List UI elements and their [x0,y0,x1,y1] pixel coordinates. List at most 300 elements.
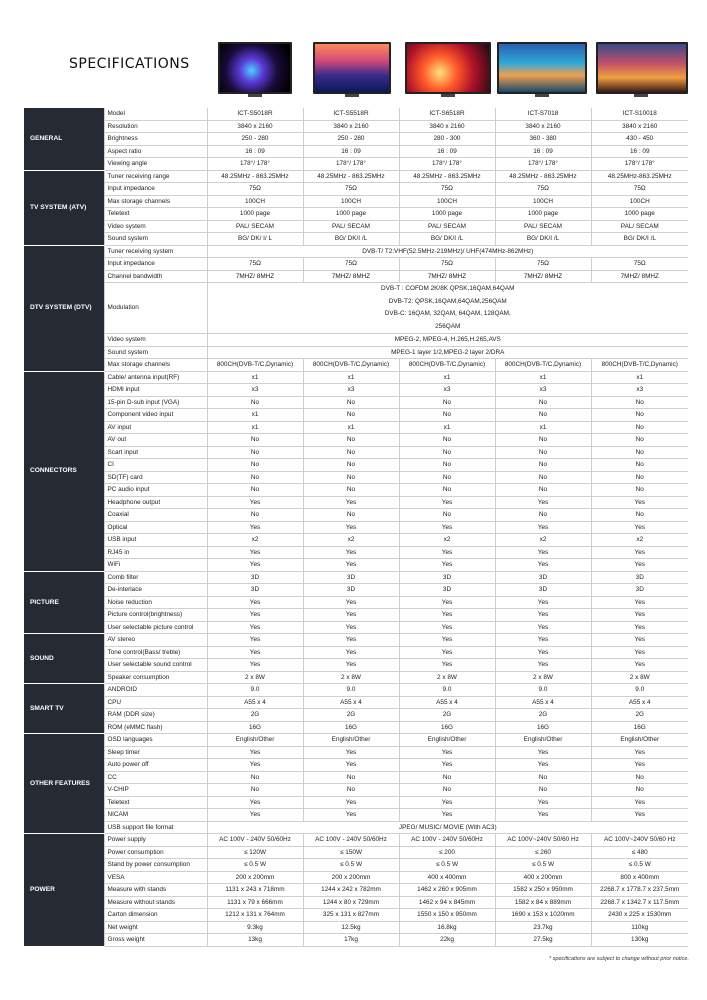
spec-label: Video system [104,220,207,233]
spec-value: No [207,509,303,522]
section-heading: SMART TV [24,684,104,734]
spec-row [24,409,688,422]
spec-value: 250 - 280 [303,133,399,146]
spec-value: ≤ 120W [207,846,303,859]
spec-label: USB input [104,534,207,547]
spec-value: 9.0 [303,684,399,697]
spec-value: No [495,484,591,497]
spec-value: Yes [207,546,303,559]
spec-value-span: MPEG-2, MPEG-4, H.265,H.265,AVS [207,334,688,347]
spec-value: 1000 page [303,208,399,221]
spec-row [24,871,688,884]
spec-row [24,796,688,809]
spec-value: 178°/ 178° [303,158,399,171]
spec-value: 178°/ 178° [399,158,495,171]
spec-value: No [303,409,399,422]
spec-label: Measure with stands [104,884,207,897]
spec-value: 200 x 200mm [303,871,399,884]
spec-value: Yes [207,659,303,672]
spec-value: Yes [207,596,303,609]
section-heading: GENERAL [24,108,104,170]
spec-value: Yes [591,646,688,659]
spec-value: 75Ω [591,183,688,196]
spec-value: 48.25MHz - 863.25MHz [207,170,303,183]
spec-row [24,609,688,622]
spec-row [24,671,688,684]
spec-row [24,659,688,672]
spec-label: Teletext [104,208,207,221]
spec-row [24,621,688,634]
spec-value: x1 [495,371,591,384]
spec-row [24,145,688,158]
spec-value: 800CH(DVB-T/C,Dynamic) [207,359,303,372]
spec-value: Yes [495,646,591,659]
spec-label: HDMI input [104,384,207,397]
spec-value: No [303,396,399,409]
spec-value: No [591,409,688,422]
spec-value: Yes [399,546,495,559]
spec-value: ICT-S10018 [591,108,688,120]
spec-value: 12.5kg [303,921,399,934]
spec-row [24,208,688,221]
spec-value: Yes [591,746,688,759]
spec-value: 23.7kg [495,921,591,934]
spec-value: Yes [207,559,303,572]
spec-value: English/Other [591,734,688,747]
spec-value: ICT-S5518R [303,108,399,120]
spec-value: BG/ DK/I /L [303,233,399,246]
spec-value: 100CH [399,195,495,208]
spec-value: No [495,509,591,522]
spec-value: PAL/ SECAM [591,220,688,233]
spec-value: 200 x 200mm [207,871,303,884]
spec-value: Yes [399,646,495,659]
spec-value: PAL/ SECAM [207,220,303,233]
spec-value: 2G [207,709,303,722]
spec-row [24,446,688,459]
spec-value: x1 [207,409,303,422]
spec-value: Yes [591,609,688,622]
spec-value: 1244 x 80 x 729mm [303,896,399,909]
spec-value: No [399,459,495,472]
spec-label: USB support file format [104,821,207,834]
spec-value: No [207,396,303,409]
spec-row [24,746,688,759]
spec-value: 7MHZ/ 8MHZ [399,270,495,283]
spec-row [24,158,688,171]
spec-value: Yes [303,796,399,809]
spec-value: No [207,484,303,497]
spec-value: A55 x 4 [303,696,399,709]
spec-value: No [303,784,399,797]
spec-value: No [399,409,495,422]
spec-value: No [591,446,688,459]
spec-value: Yes [207,621,303,634]
spec-value: 100CH [495,195,591,208]
spec-value: No [207,446,303,459]
spec-label: Video system [104,334,207,347]
spec-value: Yes [303,759,399,772]
spec-value: 430 - 450 [591,133,688,146]
spec-label: Carton dimension [104,909,207,922]
spec-row [24,696,688,709]
spec-value: Yes [591,546,688,559]
spec-value: 800 x 400mm [591,871,688,884]
spec-label: Brightness [104,133,207,146]
spec-row [24,270,688,283]
spec-value: PAL/ SECAM [399,220,495,233]
spec-value: No [207,471,303,484]
spec-row [24,120,688,133]
spec-value: 1462 x 94 x 845mm [399,896,495,909]
spec-value: Yes [495,809,591,822]
spec-label: Auto power off [104,759,207,772]
spec-label: Aspect ratio [104,145,207,158]
spec-label: Model [104,108,207,120]
spec-label: User selectable sound control [104,659,207,672]
spec-value: No [207,784,303,797]
spec-label: Power consumption [104,846,207,859]
spec-value: ICT-S6518R [399,108,495,120]
spec-value: Yes [207,746,303,759]
spec-value: Yes [207,796,303,809]
spec-row [24,534,688,547]
spec-value: BG/ DK/I /L [399,233,495,246]
spec-value: 1690 x 153 x 1020mm [495,909,591,922]
spec-value: Yes [399,634,495,647]
spec-row [24,496,688,509]
spec-value: 7MHZ/ 8MHZ [207,270,303,283]
spec-value: 2G [399,709,495,722]
spec-value: A55 x 4 [495,696,591,709]
spec-value: 400 x 200mm [495,871,591,884]
spec-value: 7MHZ/ 8MHZ [495,270,591,283]
spec-row [24,471,688,484]
spec-value: A55 x 4 [399,696,495,709]
spec-value: 1000 page [495,208,591,221]
spec-row [24,133,688,146]
spec-label: Picture control(brightness) [104,609,207,622]
spec-value: No [495,459,591,472]
spec-row [24,846,688,859]
spec-row [24,346,688,359]
spec-value: 75Ω [399,258,495,271]
spec-value: No [495,771,591,784]
spec-row [24,684,688,697]
spec-value: 16 : 09 [495,145,591,158]
spec-value: 48.25MHz - 863.25MHz [495,170,591,183]
spec-value: 75Ω [207,183,303,196]
footnote: * specifications are subject to change without prior notice. [548,956,689,962]
spec-value: AC 100V~240V 50/60 Hz [495,834,591,847]
spec-value: 9.3kg [207,921,303,934]
spec-value: Yes [207,759,303,772]
spec-value: ICT-S7018 [495,108,591,120]
section-heading: TV SYSTEM (ATV) [24,170,104,245]
spec-value: 360 - 380 [495,133,591,146]
spec-value: 48.25MHz - 863.25MHz [399,170,495,183]
spec-value: 800CH(DVB-T/C,Dynamic) [399,359,495,372]
spec-label: Viewing angle [104,158,207,171]
spec-value: No [591,459,688,472]
spec-value: Yes [495,621,591,634]
spec-value: 2G [495,709,591,722]
spec-label: Comb filter [104,571,207,584]
spec-value: Yes [495,634,591,647]
spec-label: NICAM [104,809,207,822]
spec-value: 250 - 280 [207,133,303,146]
spec-value: 2 x 8W [399,671,495,684]
spec-row [24,721,688,734]
spec-value: No [591,484,688,497]
spec-label: Tone control(Bass/ treble) [104,646,207,659]
spec-value: AC 100V - 240V 50/60Hz [399,834,495,847]
spec-value: Yes [495,546,591,559]
spec-value: 1550 x 150 x 950mm [399,909,495,922]
spec-value: A55 x 4 [207,696,303,709]
spec-value: AC 100V~240V 50/60 Hz [591,834,688,847]
spec-value: 100CH [591,195,688,208]
spec-value-line: DVB-T : COFDM 2K/8K QPSK,16QAM,64QAM [381,285,515,292]
spec-value: 27.5kg [495,934,591,947]
spec-value: 7MHZ/ 8MHZ [591,270,688,283]
spec-value: 1131 x 243 x 718mm [207,884,303,897]
spec-value: 13kg [207,934,303,947]
spec-value: 75Ω [399,183,495,196]
spec-row [24,771,688,784]
spec-value: 130kg [591,934,688,947]
tv-stand [441,94,455,97]
spec-row [24,521,688,534]
spec-value: 800CH(DVB-T/C,Dynamic) [495,359,591,372]
spec-row [24,245,688,258]
spec-label: Tuner receiving system [104,245,207,258]
tv-image-ict-s6518r [405,42,491,94]
section-heading: DTV SYSTEM (DTV) [24,245,104,371]
spec-value: 3D [495,584,591,597]
spec-value: 800CH(DVB-T/C,Dynamic) [591,359,688,372]
spec-row [24,634,688,647]
spec-value: 9.0 [495,684,591,697]
spec-value: Yes [399,621,495,634]
spec-value: ≤ 480 [591,846,688,859]
spec-value: ≤ 0.5 W [495,859,591,872]
spec-row [24,784,688,797]
spec-row [24,596,688,609]
spec-label: Input impedance [104,258,207,271]
spec-value: Yes [399,759,495,772]
spec-value: Yes [591,759,688,772]
spec-value-span: DVB-T/ T2:VHF(52.5MHz-219MHz)/ UHF(474MHz-862MHz) [207,245,688,258]
spec-value: 16 : 09 [399,145,495,158]
spec-value: Yes [303,496,399,509]
spec-value: Yes [495,659,591,672]
spec-value: 178°/ 178° [591,158,688,171]
spec-label: CC [104,771,207,784]
spec-value: No [495,446,591,459]
spec-row [24,834,688,847]
spec-table [24,108,688,947]
spec-value: Yes [399,809,495,822]
spec-label: OSD languages [104,734,207,747]
spec-label: Max storage channels [104,195,207,208]
spec-row [24,108,688,120]
spec-value: 9.0 [591,684,688,697]
spec-value: PAL/ SECAM [495,220,591,233]
spec-value: BG/ DK/ I/ L [207,233,303,246]
spec-value: 3D [303,584,399,597]
spec-row [24,459,688,472]
spec-value: 16G [495,721,591,734]
spec-value: 75Ω [303,183,399,196]
spec-value: Yes [591,796,688,809]
spec-value: 17kg [303,934,399,947]
spec-value: Yes [591,809,688,822]
spec-value: 16G [303,721,399,734]
spec-value: 2G [303,709,399,722]
spec-value: 325 x 131 x 827mm [303,909,399,922]
spec-row [24,283,688,334]
spec-value: 3840 x 2160 [207,120,303,133]
spec-value: Yes [303,609,399,622]
spec-value: Yes [399,496,495,509]
spec-row [24,233,688,246]
spec-value: 2 x 8W [495,671,591,684]
spec-value: Yes [303,521,399,534]
spec-label: SD(TF) card [104,471,207,484]
spec-value: 75Ω [207,258,303,271]
spec-value: 16 : 09 [591,145,688,158]
spec-label: Noise reduction [104,596,207,609]
spec-value: No [207,459,303,472]
spec-label: AV stereo [104,634,207,647]
spec-label: User selectable picture control [104,621,207,634]
spec-value: 2G [591,709,688,722]
spec-value: Yes [399,659,495,672]
spec-label: Resolution [104,120,207,133]
spec-value: Yes [303,659,399,672]
spec-row [24,421,688,434]
spec-value: Yes [591,596,688,609]
spec-row [24,334,688,347]
spec-value: x2 [303,534,399,547]
spec-row [24,921,688,934]
spec-value: No [591,421,688,434]
spec-label: 15-pin D-sub input (VGA) [104,396,207,409]
spec-value: 7MHZ/ 8MHZ [303,270,399,283]
spec-label: Speaker consumption [104,671,207,684]
spec-value: x2 [495,534,591,547]
spec-value: 1212 x 131 x 764mm [207,909,303,922]
spec-value: Yes [399,796,495,809]
spec-row [24,546,688,559]
spec-value: No [399,396,495,409]
spec-row [24,759,688,772]
section-heading: POWER [24,834,104,947]
spec-row [24,821,688,834]
spec-label: V-CHIP [104,784,207,797]
spec-row [24,359,688,372]
spec-value: x3 [399,384,495,397]
spec-value: Yes [591,659,688,672]
spec-label: Optical [104,521,207,534]
spec-value: English/Other [495,734,591,747]
spec-value: Yes [399,596,495,609]
spec-label: CI [104,459,207,472]
spec-value: BG/ DK/I /L [591,233,688,246]
spec-value: 3D [495,571,591,584]
spec-row [24,859,688,872]
spec-row [24,220,688,233]
spec-value: Yes [591,496,688,509]
spec-value: 2 x 8W [591,671,688,684]
spec-value: Yes [495,496,591,509]
page-title: SPECIFICATIONS [69,56,190,72]
spec-value: ≤ 200 [399,846,495,859]
spec-value: 2 x 8W [303,671,399,684]
spec-value: No [591,771,688,784]
spec-value: Yes [207,646,303,659]
spec-value: 178°/ 178° [207,158,303,171]
spec-value: 1582 x 250 x 950mm [495,884,591,897]
spec-row [24,434,688,447]
spec-value: Yes [207,809,303,822]
spec-row [24,371,688,384]
spec-value: ICT-S5018R [207,108,303,120]
spec-value: 75Ω [303,258,399,271]
spec-value: Yes [399,609,495,622]
tv-stand [248,94,262,97]
spec-value: No [207,434,303,447]
spec-value: No [399,771,495,784]
spec-value: Yes [303,634,399,647]
spec-value: No [303,484,399,497]
spec-label: Coaxial [104,509,207,522]
tv-stand [535,94,549,97]
spec-value: Yes [399,746,495,759]
spec-value: No [303,446,399,459]
spec-row [24,909,688,922]
spec-label: Net weight [104,921,207,934]
spec-value: No [591,784,688,797]
spec-value: 400 x 400mm [399,871,495,884]
section-heading: PICTURE [24,571,104,634]
spec-value: A55 x 4 [591,696,688,709]
spec-value: x1 [399,421,495,434]
spec-value: No [495,434,591,447]
spec-value: Yes [303,809,399,822]
tv-image-ict-s5018r [218,42,292,94]
spec-row [24,584,688,597]
spec-value: No [591,509,688,522]
spec-label: Stand by power consumption [104,859,207,872]
spec-label: Max storage channels [104,359,207,372]
spec-value: ≤ 0.5 W [303,859,399,872]
spec-label: Modulation [104,283,207,334]
spec-value: 16.8kg [399,921,495,934]
spec-value: No [399,509,495,522]
spec-value: 280 - 300 [399,133,495,146]
spec-row [24,934,688,947]
spec-row [24,646,688,659]
spec-label: Channel bandwidth [104,270,207,283]
spec-label: Input impedance [104,183,207,196]
spec-value: 3D [399,571,495,584]
spec-label: Gross weight [104,934,207,947]
spec-label: Sleep timer [104,746,207,759]
spec-value: 800CH(DVB-T/C,Dynamic) [303,359,399,372]
spec-value: 3840 x 2160 [591,120,688,133]
